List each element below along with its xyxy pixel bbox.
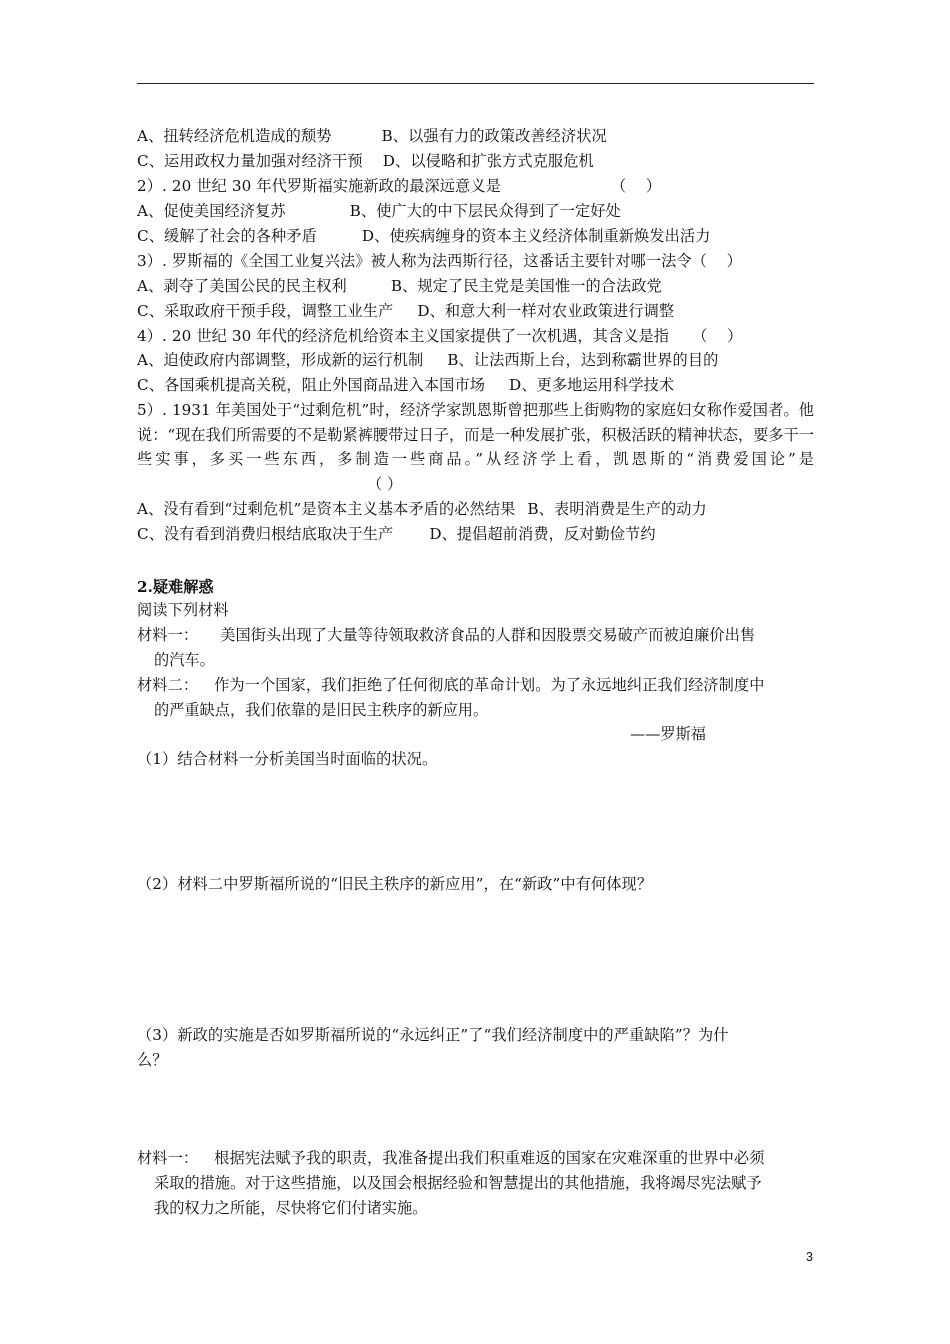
material-2-text: 作为一个国家，我们拒绝了任何彻底的革命计划。为了永远地纠正我们经济制度中 (214, 676, 765, 694)
q2-option-b: B、使广大的中下层民众得到了一定好处 (349, 202, 621, 220)
sub-question-1: （1）结合材料一分析美国当时面临的状况。 (137, 750, 438, 768)
q3-options-cd (137, 301, 674, 321)
q1-option-d: D、以侵略和扩张方式克服危机 (382, 152, 594, 170)
q3-options-ab (137, 276, 662, 296)
q3-option-b: B、规定了民主党是美国惟一的合法政党 (390, 277, 662, 295)
q5-options-cd (137, 524, 656, 544)
q5-option-b: B、表明消费是生产的动力 (527, 500, 707, 518)
q2-answer-bracket: （ ） (610, 177, 662, 195)
material-1-cont: 的汽车。 (154, 651, 215, 669)
q1-options-cd (137, 151, 594, 171)
q3-option-a: A、剥夺了美国公民的民主权利 (137, 277, 347, 295)
material-3-cont-2: 我的权力之所能，尽快将它们付诸实施。 (154, 1199, 428, 1217)
q5-option-c: C、没有看到消费归根结底取决于生产 (137, 525, 394, 543)
q4-option-d: D、更多地运用科学技术 (509, 376, 675, 394)
q2-option-a: A、促使美国经济复苏 (137, 202, 286, 220)
q1-option-a: A、扭转经济危机造成的颓势 (137, 127, 332, 145)
q4-stem-text: 4）. 20 世纪 30 年代的经济危机给资本主义国家提供了一次机遇，其含义是指 (137, 327, 670, 345)
header-rule (137, 83, 814, 84)
q5-option-d: D、提倡超前消费，反对勤俭节约 (429, 525, 656, 543)
q4-option-a: A、迫使政府内部调整，形成新的运行机制 (137, 351, 424, 369)
q1-option-b: B、以强有力的政策改善经济状况 (381, 127, 607, 145)
q5-answer-bracket: （ ） (367, 474, 403, 493)
q4-answer-bracket: （ ） (692, 327, 743, 345)
q5-options-ab (137, 499, 707, 519)
q1-options-ab (137, 126, 607, 146)
q4-option-b: B、让法西斯上台，达到称霸世界的目的 (447, 351, 719, 369)
q3-option-c: C、采取政府干预手段，调整工业生产 (137, 302, 394, 320)
q4-option-c: C、各国乘机提高关税，阻止外国商品进入本国市场 (137, 376, 486, 394)
q2-option-d: D、使疾病缠身的资本主义经济体制重新焕发出活力 (361, 227, 711, 245)
material-3-label: 材料一： (137, 1149, 199, 1167)
q4-options-cd (137, 375, 674, 395)
material-3-text: 根据宪法赋予我的职责，我准备提出我们积重难返的国家在灾难深重的世界中必须 (214, 1149, 765, 1167)
q4-stem (137, 326, 742, 346)
q1-option-c: C、运用政权力量加强对经济干预 (137, 152, 363, 170)
q2-options-cd (137, 226, 711, 246)
q2-option-c: C、缓解了社会的各种矛盾 (137, 227, 317, 245)
material-2-label: 材料二： (137, 676, 199, 694)
page-number: 3 (806, 1250, 813, 1264)
q2-stem (137, 176, 661, 196)
material-1-label: 材料一： (137, 626, 199, 644)
sub-question-3: （3）新政的实施是否如罗斯福所说的“永远纠正”了“我们经济制度中的严重缺陷”？为什 (137, 1026, 729, 1044)
q2-stem-text: 2）. 20 世纪 30 年代罗斯福实施新政的最深远意义是 (137, 177, 501, 195)
material-2 (137, 675, 765, 695)
material-2-cont: 的严重缺点，我们依靠的是旧民主秩序的新应用。 (154, 701, 489, 719)
q5-option-a: A、没有看到“过剩危机”是资本主义基本矛盾的必然结果 (137, 500, 516, 518)
material-3-cont-1: 采取的措施。对于这些措施，以及国会根据经验和智慧提出的其他措施，我将竭尽宪法赋予 (154, 1174, 762, 1192)
section-heading: 2.疑难解惑 (137, 578, 214, 596)
q5-stem (137, 398, 814, 496)
material-3 (137, 1148, 765, 1168)
q3-option-d: D、和意大利一样对农业政策进行调整 (417, 302, 675, 320)
sub-question-3-cont: 么？ (137, 1051, 168, 1069)
sub-question-2: （2）材料二中罗斯福所说的“旧民主秩序的新应用”，在“新政”中有何体现？ (137, 875, 653, 893)
q3-stem: 3）. 罗斯福的《全国工业复兴法》被人称为法西斯行径，这番话主要针对哪一法令（ ） (137, 252, 742, 270)
q4-options-ab (137, 350, 718, 370)
q5-stem-text: 5）. 1931 年美国处于“过剩危机”时，经济学家凯恩斯曾把那些上街购物的家庭妇女称作爱国者。他说：“现在我们所需要的不是勒紧裤腰带过日子，而是一种发展扩张，积极活跃的精神状态，要多干一些实事，多买一些东西，多制造一些商品。”从经济学上看，凯恩斯的“消费爱国论”是 (137, 401, 814, 468)
material-1-text: 美国街头出现了大量等待领取救济食品的人群和因股票交易破产而被迫廉价出售 (220, 626, 756, 644)
q2-options-ab (137, 201, 621, 221)
material-2-source: ——罗斯福 (630, 725, 706, 743)
material-1 (137, 625, 755, 645)
section-intro: 阅读下列材料 (137, 601, 229, 619)
